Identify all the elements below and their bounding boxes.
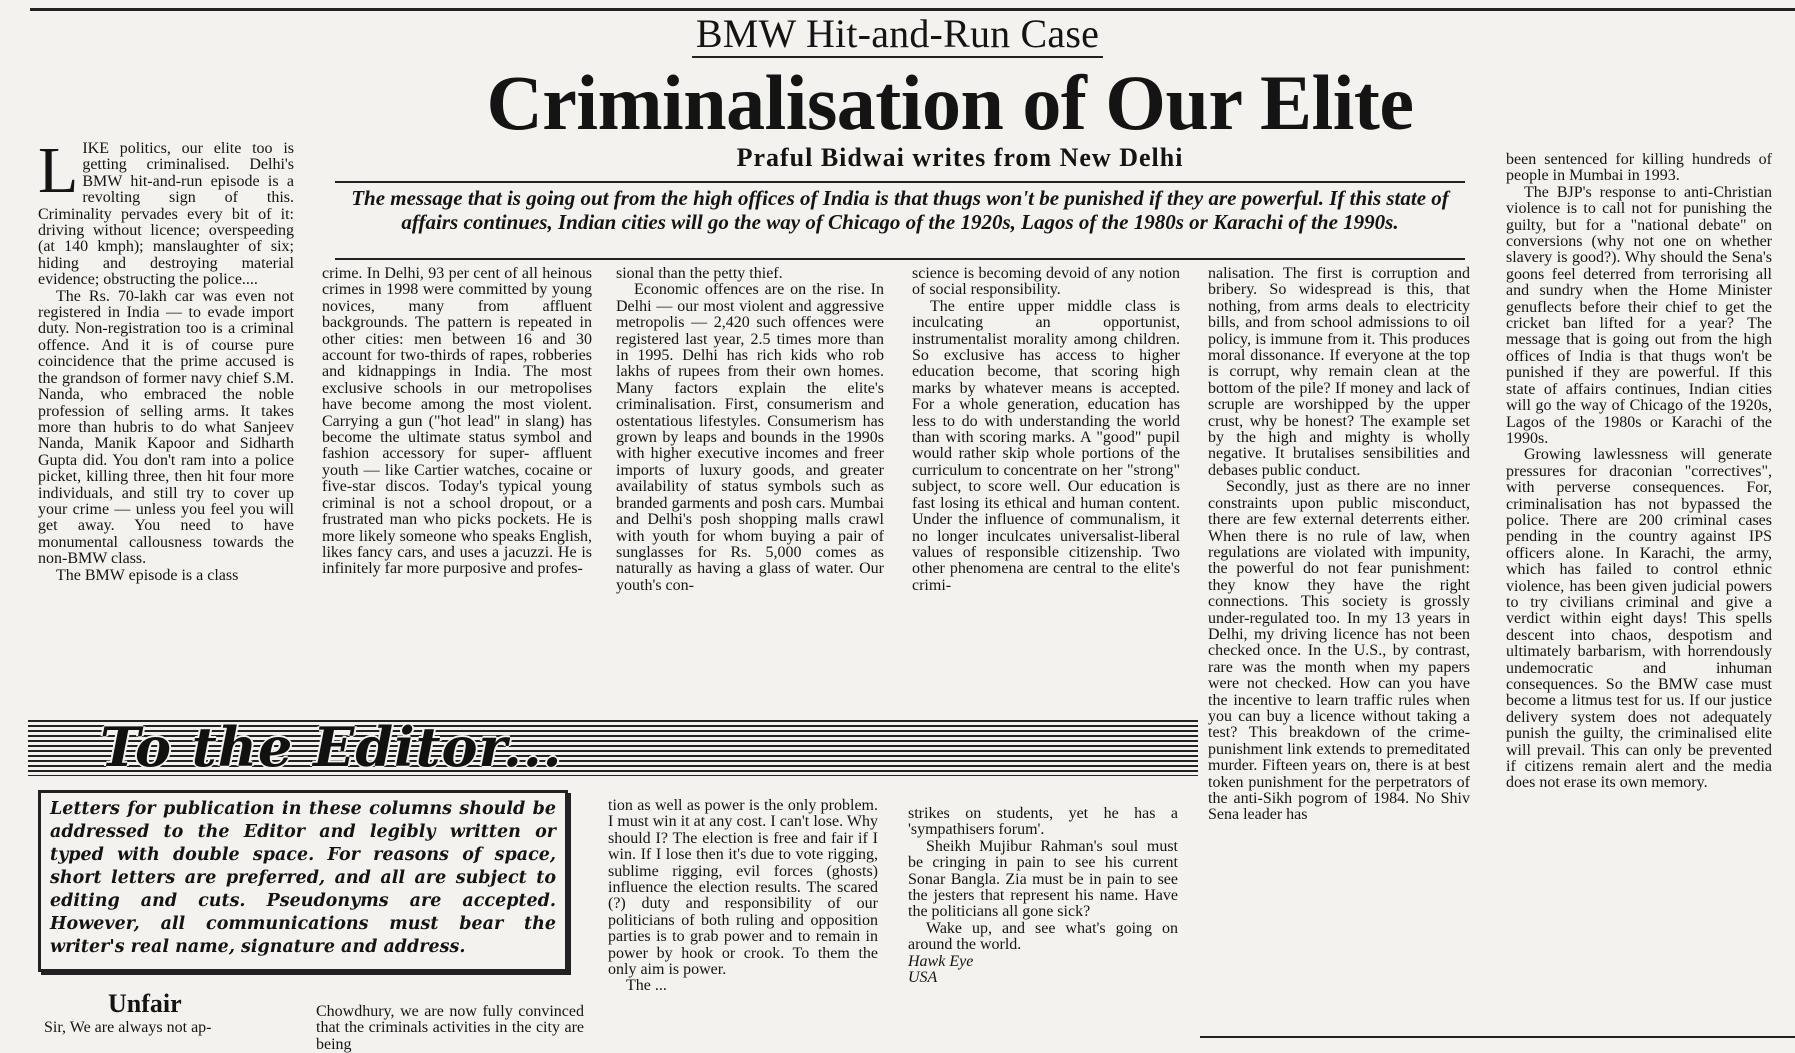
article-column-1 bbox=[38, 134, 294, 706]
article-byline: Praful Bidwai writes from New Delhi bbox=[736, 143, 1184, 172]
paragraph: sional than the petty thief. bbox=[616, 265, 783, 282]
paragraph: Sir, We are always not ap- bbox=[44, 1019, 212, 1036]
article-column-3 bbox=[616, 266, 884, 706]
paragraph: The entire upper middle class is inculcating an opportunist, instrumentalist morality among children. So exclusive has access to higher education become, that scoring high marks by whatever means is accepted. For a whole generation, education has less to do with understanding the world than with scoring marks. A "good" pupil would rather skip whole portions of the curriculum to concentrate on her "strong" subject, to score well. Our education is fast losing its ethical and human content. Under the influence of communalism, it no longer inculcates universalist-liberal values of responsible citizenship. Two other phenomena are central to the elite's crimi- bbox=[912, 297, 1180, 594]
article-column-6 bbox=[1506, 152, 1772, 1030]
editor-section-title: To the Editor... bbox=[100, 715, 563, 779]
letter-location: USA bbox=[908, 969, 938, 987]
article-column-5 bbox=[1208, 266, 1470, 1026]
paragraph bbox=[38, 134, 294, 289]
letter-1-column bbox=[44, 1020, 294, 1040]
paragraph: been sentenced for killing hundreds of people in Mumbai in 1993. bbox=[1506, 151, 1772, 185]
letter-2-column bbox=[316, 1003, 584, 1053]
paragraph: Secondly, just as there are no inner constraints upon public misconduct, there are few external deterrents either. When there is no rule of law, when regulations are violated with impunity, the powerful do not fear punishment: they know they have the right connections. This society is grossly under-regulated too. In my 13 years in Delhi, my driving licence has not been checked once. In the U.S., by contrast, rare was the month when my papers were not checked. How can you have the incentive to learn traffic rules when you can buy a licence without taking a test? This breakdown of the crime-punishment link extends to premeditated murder. Fifteen years on, there is at best token punishment for the perpetrators of the anti-Sikh pogrom of 1984. No Shiv Sena leader has bbox=[1208, 478, 1470, 824]
letter-4-column bbox=[908, 806, 1178, 1040]
paragraph: Chowdhury, we are now fully convinced that the criminals activities in the city are being bbox=[316, 1003, 584, 1053]
paragraph: strikes on students, yet he has a 'sympathisers forum'. bbox=[908, 805, 1178, 839]
paragraph: science is becoming devoid of any notion of social responsibility. bbox=[912, 265, 1180, 299]
letter-title-unfair: Unfair bbox=[108, 989, 182, 1018]
article-kicker bbox=[0, 12, 1795, 56]
paragraph: Sheikh Mujibur Rahman's soul must be cringing in pain to see his current Sonar Bangla. Zia must be in pain to see the jesters that represent his name. Have the politicians all gone sick? bbox=[908, 837, 1178, 921]
article-headline: Criminalisation of Our Elite bbox=[486, 59, 1414, 146]
standfirst-rule bbox=[335, 258, 1465, 260]
article-column-4 bbox=[912, 266, 1180, 706]
paragraph: The BJP's response to anti-Christian violence is to call not for punishing the guilty, but for a "national debate" on conversions (why not one on whether slavery is good?). Why should the Sena's goons feel deterred from terrorising all and sundry when the Home Minister genuflects before their chief to get the cricket ban lifted for a year? The message that is going out from the high offices of India is that thugs won't be punished if they are powerful. If this state of affairs continues, Indian cities will go the way of Chicago of the 1920s, Lagos of the 1980s or Karachi of the 1990s. bbox=[1506, 183, 1772, 447]
paragraph: Wake up, and see what's going on around the world. bbox=[908, 919, 1178, 954]
letters-notice-text: Letters for publication in these columns should be addressed to the Editor and legibly written or typed with double space. For reasons of space, short letters are preferred, and all are subject to editing and cuts. Pseudonyms are accepted. However, all communications must bear the writer's real name, signature and address. bbox=[50, 799, 556, 957]
paragraph: nalisation. The first is corruption and bribery. So widespread is this, that nothing, from arms deals to electricity bills, and from school admissions to oil policy, is immune from it. This produces moral dissonance. If everyone at the top is corrupt, why remain clean at the bottom of the pile? If money and lack of scruple are worshipped by the upper crust, why be honest? The example set by the high and mighty is wholly negative. It brutalises sensibilities and debases public conduct. bbox=[1208, 265, 1470, 479]
article-standfirst: The message that is going out from the high offices of India is that thugs won't be punished if they are powerful. If this state of affairs continues, Indian cities will go the way of Chicago of the 1920s, Lagos of the 1980s or Karachi of the 1990s. bbox=[335, 181, 1465, 234]
paragraph: Economic offences are on the rise. In Delhi — our most violent and aggressive metropolis — 2,420 such offences were registered last year, 2.5 times more than in 1995. Delhi has rich kids who rob lakhs of rupees from their own homes. Many factors explain the elite's criminalisation. First, consumerism and ostentatious lifestyles. Consumerism has grown by leaps and bounds in the 1990s with higher executive incomes and freer imports of luxury goods, and greater availability of status symbols such as branded garments and posh cars. Mumbai and Delhi's posh shopping malls crawl with youth for whom buying a pair of sunglasses for Rs. 5,000 comes as naturally as having a glass of water. Our youth's con- bbox=[616, 281, 884, 594]
article-column-2 bbox=[322, 266, 592, 706]
paragraph: Growing lawlessness will generate pressures for draconian "correctives", with perverse consequences. For, criminalisation has not bypassed the police. There are 200 criminal cases pending in the country against IPS officers alone. In Karachi, the army, which has failed to control ethnic violence, has been given judicial powers to try civilians criminal and give a verdict within eight days! This spells descent into chaos, despotism and ultimately barbarism, with horrendously undemocratic and inhuman consequences. So the BMW case must become a litmus test for us. If our justice delivery system does not adequately punish the guilty, the criminalised elite will prevail. This can only be prevented if citizens remain alert and the media does not erase its own memory. bbox=[1506, 446, 1772, 792]
paragraph: tion as well as power is the only problem. I must win it at any cost. I can't lose. Why should I? The election is free and fair if I win. If I lose then it's due to vote rigging, sublime rigging, evil forces (ghosts) influence the election results. The scared (?) duty and responsibility of our politicians of both ruling and opposition parties is to grab power and to remain in power by hook or crook. To them the only aim is power. bbox=[608, 797, 878, 979]
paragraph: The ... bbox=[626, 977, 667, 995]
letter-signature: Hawk Eye bbox=[908, 952, 974, 970]
letter-3-column bbox=[608, 798, 878, 1040]
drop-cap: L bbox=[38, 134, 79, 207]
paragraph-text: IKE politics, our elite too is getting criminalised. Delhi's BMW hit-and-run episode is a revolting sign of this. Criminality pervades every bit of it: driving without licence; overspeeding (at 140 kmph); manslaughter of six; hiding and destroying material evidence; obstructing the police.... bbox=[38, 140, 294, 289]
paragraph: The Rs. 70-lakh car was even not registered in India — to evade import duty. Non-registration too is a criminal offence. And it is of course pure coincidence that the prime accused is the grandson of former navy chief S.M. Nanda, who embraced the noble profession of selling arms. It takes more than hubris to do what Sanjeev Nanda, Manik Kapoor and Sidharth Gupta did. You don't ram into a police picket, killing three, then hit four more individuals, and still try to cover up your crime — unless you feel you will get away. You need to have monumental callousness towards the non-BMW class. bbox=[38, 287, 294, 568]
paragraph: crime. In Delhi, 93 per cent of all heinous crimes in 1998 were committed by young novices, many from affluent backgrounds. The pattern is repeated in other cities: men between 16 and 30 account for two-thirds of rapes, robberies and kidnappings in India. The most exclusive schools in our metropolises have become among the most violent. Carrying a gun ("hot lead" in slang) has become the ultimate status symbol and fashion accessory for super- affluent youth — like Cartier watches, cocaine or five-star discos. Today's typical young criminal is not a school dropout, or a frustrated man who picks pockets. He is more likely someone who speaks English, likes fancy cars, and uses a jacuzzi. He is infinitely far more purposive and profes- bbox=[322, 265, 592, 578]
paragraph: The BMW episode is a class bbox=[56, 566, 239, 584]
bottom-rule bbox=[1200, 1036, 1795, 1038]
kicker-text: BMW Hit-and-Run Case bbox=[692, 11, 1103, 58]
